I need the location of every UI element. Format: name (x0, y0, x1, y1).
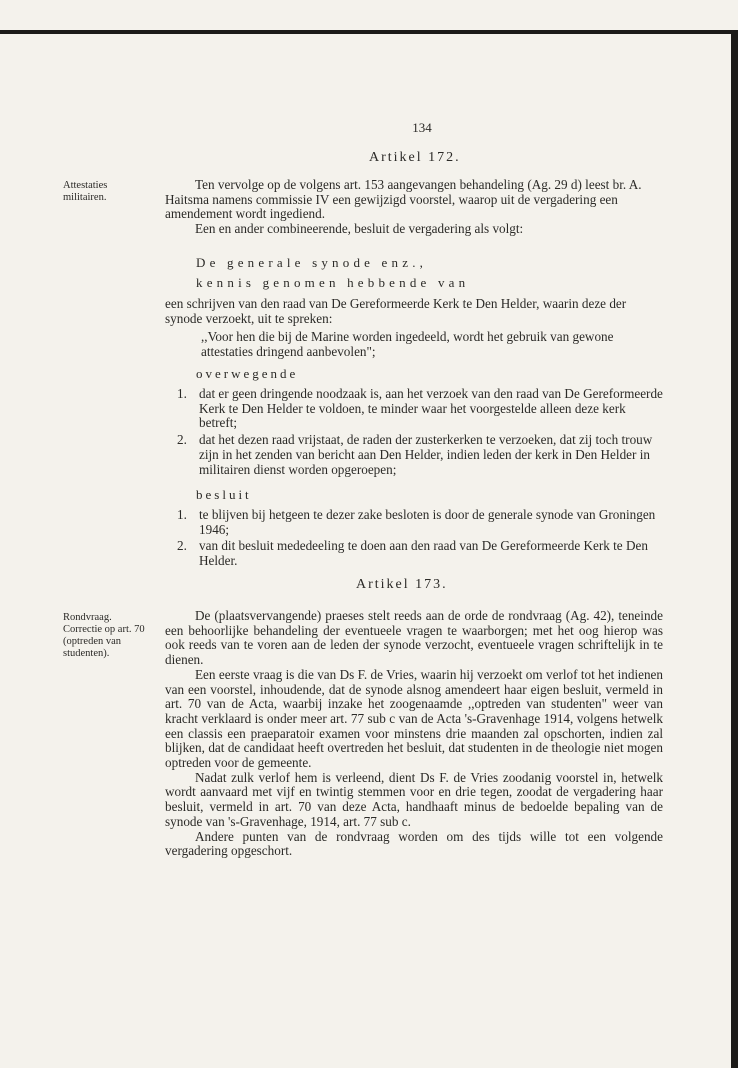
margin-note-rondvraag (63, 612, 145, 660)
list-number: 1. (177, 386, 187, 401)
article-173-paragraph: De (plaatsvervangende) praeses stelt reeds aan de orde de rondvraag (Ag. 42), teneinde een behoorlijke behandeling der eventueele vragen te waarborgen; met het oog hierop was ook reeds van te voren aan de leden der synode verzocht, eventueele vragen schriftelijk in te dienen. (165, 608, 663, 668)
margin-note-line: Correctie op art. 70 (63, 624, 145, 635)
intro-paragraph: Een en ander combineerende, besluit de vergadering als volgt: (195, 221, 524, 237)
margin-note-line: militairen. (63, 192, 107, 203)
quote-text: ,,Voor hen die bij de Marine worden ingedeeld, wordt het gebruik van gewone attestaties dringend aanbevolen"; (201, 329, 614, 359)
scan-border-right (731, 30, 738, 1068)
page-number: 134 (412, 120, 432, 135)
list-item (165, 433, 663, 477)
considerations-list (165, 387, 663, 479)
list-item (165, 539, 663, 568)
margin-note-line: (optreden van (63, 636, 122, 647)
margin-note-attestaties (63, 180, 107, 204)
list-item (165, 387, 663, 431)
list-text: dat het dezen raad vrijstaat, de raden der zusterkerken te verzoeken, dat zij toch trouw zijn in het zenden van bericht aan Den Helder, indien leden der kerk in Den Helder in militairen dienst worden opgeroepen; (199, 432, 653, 477)
margin-note-line: Rondvraag. (63, 612, 112, 623)
kennis-line: kennis genomen hebbende van (196, 275, 470, 290)
list-number: 2. (177, 538, 187, 554)
article-173-paragraph: Een eerste vraag is die van Ds F. de Vries, waarin hij verzoekt om verlof tot het indienen van een voorstel, inhoudende, dat de synode alsnog amendeert haar eigen besluit, vermeld in art. 70 van de Acta, waarbij inzake het zoogenaamde ,,optreden van studenten" weer van kracht verklaard is onder meer art. 77 sub c van de Acta 's-Gravenhage 1914, volgens hetwelk een classis een praeparatoir examen voor minstens drie maanden zal opschorten, indien zal blijken, dat de candidaat heeft overtreden het besluit, dat studenten in de theologie niet mogen optreden voor de gemeente. (165, 666, 663, 771)
article-172-intro (165, 178, 663, 237)
scan-border-top (0, 30, 738, 34)
article-172-heading: Artikel 172. (369, 150, 461, 165)
intro-paragraph: Ten vervolge op de volgens art. 153 aangevangen behandeling (Ag. 29 d) leest br. A. Haitsma namens commissie IV een gewijzigd voorstel, waarop uit de vergadering een amendement wordt ingediend. (165, 177, 642, 222)
margin-note-line: studenten). (63, 648, 110, 659)
list-number: 1. (177, 507, 187, 522)
besluit-label: besluit (196, 487, 252, 502)
list-text: van dit besluit mededeeling te doen aan den raad van De Gereformeerde Kerk te Den Helder. (199, 538, 648, 569)
list-item (165, 508, 663, 537)
margin-note-line: Attestaties (63, 180, 108, 191)
synod-line: De generale synode enz., (196, 255, 428, 270)
decisions-list (165, 508, 663, 571)
article-173-body (165, 609, 663, 859)
overwegende-label: overwegende (196, 366, 299, 381)
list-text: te blijven bij hetgeen te dezer zake besloten is door de generale synode van Groningen 1946; (199, 507, 656, 537)
list-number: 2. (177, 432, 187, 448)
list-text: dat er geen dringende noodzaak is, aan het verzoek van den raad van De Gereformeerde Kerk te Den Helder te voldoen, te minder waar het voorgestelde alleen deze kerk betreft; (199, 386, 663, 431)
article-173-paragraph: Nadat zulk verlof hem is verleend, dient Ds F. de Vries zoodanig voorstel in, hetwelk wordt aanvaard met vijf en twintig stemmen voor en drie tegen, zoodat de vergadering haar besluit, vermeld in art. 70 van deze Acta, handhaaft minus de bedoelde bepaling van de synode van 's-Gravenhage, 1914, art. 77 sub c. (165, 769, 663, 829)
letter-text: een schrijven van den raad van De Gereformeerde Kerk te Den Helder, waarin deze der synode verzoekt, uit te spreken: (165, 296, 627, 326)
article-173-paragraph: Andere punten van de rondvraag worden om des tijds wille tot een volgende vergadering opgeschort. (165, 828, 663, 859)
article-173-heading: Artikel 173. (356, 577, 448, 592)
